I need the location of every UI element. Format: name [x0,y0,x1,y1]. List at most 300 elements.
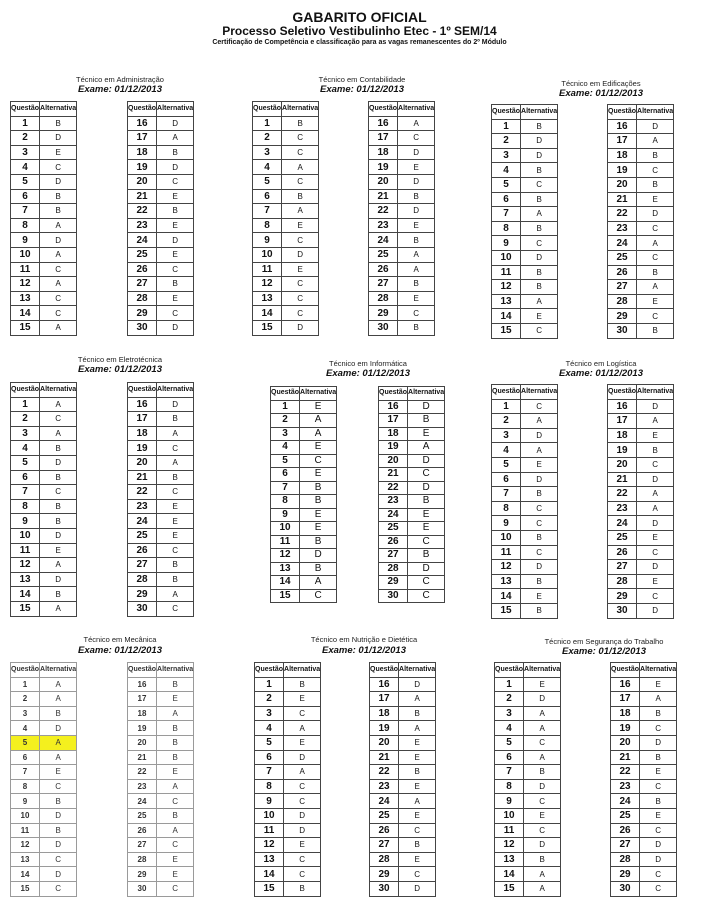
question-number: 1 [253,116,282,131]
question-number: 28 [608,574,637,589]
table-row [611,735,677,750]
answer-letter: E [157,499,194,514]
table-row [271,589,337,603]
answer-letter: B [637,323,674,338]
question-number: 28 [608,294,637,309]
question-number: 9 [495,794,524,809]
question-number: 23 [128,779,157,794]
answer-letter: B [408,549,445,563]
question-number: 6 [255,750,284,765]
question-number: 3 [495,706,524,721]
question-number: 28 [128,572,157,587]
course-name: Técnico em Mecânica [83,635,157,644]
table-row [128,601,194,616]
question-number: 19 [379,441,408,455]
table-row [492,207,558,222]
table-row [128,247,194,262]
answer-letter: A [157,426,194,441]
table-row [11,470,77,485]
table-row [608,589,674,604]
answer-letter: D [521,428,558,443]
answer-letter: B [157,145,194,160]
table-row [492,148,558,163]
course-name: Técnico em Nutrição e Dietética [310,635,418,644]
question-header: Questão [492,385,521,400]
answer-letter: B [40,587,77,602]
table-row [11,572,77,587]
answer-letter: C [524,823,561,838]
table-row [379,400,445,414]
question-number: 27 [370,838,399,853]
answer-table [127,662,194,897]
question-header: Questão [370,663,399,678]
table-row [369,320,435,335]
question-number: 7 [492,487,521,502]
answer-letter: A [398,247,435,262]
table-row [11,262,77,277]
question-number: 4 [271,441,300,455]
question-number: 17 [608,414,637,429]
table-row [11,601,77,616]
question-header: Questão [128,102,157,117]
question-number: 22 [608,207,637,222]
question-number: 12 [255,838,284,853]
question-number: 11 [271,535,300,549]
course-name: Técnico em Administração [76,75,164,84]
answer-letter: B [282,116,319,131]
answer-table [491,104,558,339]
answer-letter: A [521,443,558,458]
question-number: 3 [255,706,284,721]
page-title: GABARITO OFICIAL [292,9,427,25]
question-number: 26 [611,823,640,838]
answer-letter: D [521,560,558,575]
question-number: 18 [370,706,399,721]
question-number: 6 [253,189,282,204]
answer-letter: D [637,207,674,222]
question-number: 18 [608,428,637,443]
question-number: 29 [370,867,399,882]
table-row [379,441,445,455]
table-row [128,397,194,412]
question-number: 27 [608,280,637,295]
question-number: 1 [11,116,40,131]
question-number: 29 [608,309,637,324]
exam-date: Exame: 01/12/2013 [78,645,162,656]
table-header-row [369,102,435,117]
question-number: 30 [369,320,398,335]
question-number: 25 [379,522,408,536]
question-number: 1 [271,400,300,414]
answer-letter: C [640,721,677,736]
table-row [128,779,194,794]
answer-letter: B [300,481,337,495]
table-row [128,881,194,896]
answer-letter: D [40,455,77,470]
question-number: 30 [608,603,637,618]
answer-letter: A [40,320,77,335]
answer-table [270,386,337,603]
answer-letter: C [521,501,558,516]
question-number: 9 [271,508,300,522]
question-number: 8 [495,779,524,794]
answer-letter: C [40,852,77,867]
question-number: 16 [379,400,408,414]
table-row [128,587,194,602]
table-row [379,576,445,590]
answer-table [252,101,319,336]
table-header-row [495,663,561,678]
answer-letter: C [282,306,319,321]
table-row [369,204,435,219]
answer-letter: B [157,558,194,573]
question-number: 10 [492,250,521,265]
table-row [608,530,674,545]
question-number: 4 [492,443,521,458]
table-row [492,323,558,338]
answer-letter: B [40,116,77,131]
table-row [11,174,77,189]
question-header: Questão [369,102,398,117]
answer-letter: A [40,247,77,262]
question-number: 28 [369,291,398,306]
answer-letter: A [40,750,77,765]
question-number: 28 [370,852,399,867]
answer-letter: A [284,765,321,780]
answer-letter: D [521,134,558,149]
exam-date: Exame: 01/12/2013 [78,364,162,375]
question-number: 19 [608,443,637,458]
table-row [492,457,558,472]
table-row [379,535,445,549]
answer-header: Alternativa [521,105,558,120]
table-row [379,427,445,441]
question-number: 23 [608,501,637,516]
answer-letter: C [637,221,674,236]
table-row [492,221,558,236]
table-row [492,236,558,251]
answer-letter: D [40,867,77,882]
answer-letter: C [40,412,77,427]
table-row [253,189,319,204]
answer-letter: A [40,601,77,616]
question-number: 26 [608,265,637,280]
exam-date: Exame: 01/12/2013 [320,84,404,95]
table-row [492,560,558,575]
question-number: 12 [492,560,521,575]
answer-letter: A [399,692,436,707]
table-row [495,823,561,838]
table-row [492,530,558,545]
question-number: 12 [495,838,524,853]
table-row [128,852,194,867]
table-row [608,309,674,324]
answer-letter: E [521,589,558,604]
question-number: 6 [492,472,521,487]
question-number: 21 [128,750,157,765]
answer-letter: B [521,574,558,589]
table-row [271,495,337,509]
table-row [369,233,435,248]
question-number: 18 [611,706,640,721]
question-number: 21 [370,750,399,765]
answer-letter: C [284,794,321,809]
table-row [11,455,77,470]
answer-header: Alternativa [640,663,677,678]
table-row [128,572,194,587]
table-row [255,677,321,692]
question-number: 30 [128,601,157,616]
answer-letter: B [157,204,194,219]
question-number: 19 [611,721,640,736]
table-row [128,867,194,882]
answer-letter: C [157,262,194,277]
question-number: 20 [128,735,157,750]
table-row [11,852,77,867]
answer-letter: D [521,472,558,487]
answer-letter: C [157,441,194,456]
table-row [271,535,337,549]
answer-letter: C [284,779,321,794]
answer-letter: A [300,427,337,441]
question-number: 12 [11,838,40,853]
table-row [370,852,436,867]
table-row [370,692,436,707]
question-number: 5 [11,735,40,750]
table-row [11,838,77,853]
question-number: 8 [271,495,300,509]
table-row [492,163,558,178]
answer-letter: D [40,808,77,823]
table-row [608,192,674,207]
question-header: Questão [255,663,284,678]
question-number: 11 [11,543,40,558]
answer-letter: D [300,549,337,563]
answer-letter: E [40,543,77,558]
question-number: 13 [492,574,521,589]
answer-letter: D [398,174,435,189]
answer-letter: D [637,603,674,618]
question-header: Questão [128,663,157,678]
answer-letter: E [408,427,445,441]
table-row [11,706,77,721]
table-row [128,160,194,175]
table-header-row [492,385,558,400]
table-row [128,735,194,750]
answer-letter: D [640,852,677,867]
question-number: 28 [611,852,640,867]
table-row [379,522,445,536]
question-number: 20 [128,174,157,189]
question-number: 21 [369,189,398,204]
answer-letter: D [637,472,674,487]
table-row [495,808,561,823]
answer-letter: C [282,291,319,306]
question-number: 2 [253,131,282,146]
question-number: 18 [379,427,408,441]
question-number: 22 [128,765,157,780]
question-number: 7 [11,485,40,500]
answer-letter: E [157,692,194,707]
table-header-row [128,383,194,398]
question-number: 17 [128,692,157,707]
table-header-row [11,663,77,678]
table-row [128,277,194,292]
question-number: 4 [492,163,521,178]
answer-letter: B [300,495,337,509]
answer-letter: D [637,516,674,531]
table-row [11,320,77,335]
answer-table [369,662,436,897]
answer-letter: B [157,677,194,692]
answer-letter: E [300,508,337,522]
table-row [128,677,194,692]
answer-letter: E [637,428,674,443]
question-header: Questão [253,102,282,117]
answer-letter: A [157,455,194,470]
question-number: 12 [271,549,300,563]
answer-letter: E [157,218,194,233]
question-header: Questão [11,102,40,117]
table-row [255,750,321,765]
table-row [128,721,194,736]
question-number: 27 [608,560,637,575]
table-row [369,247,435,262]
table-header-row [271,387,337,401]
answer-letter: E [398,160,435,175]
answer-letter: E [399,779,436,794]
answer-letter: C [40,485,77,500]
table-row [11,204,77,219]
answer-letter: C [408,535,445,549]
table-row [128,543,194,558]
answer-letter: B [521,530,558,545]
answer-letter: B [521,221,558,236]
table-row [11,306,77,321]
table-row [128,116,194,131]
table-row [255,823,321,838]
table-row [128,131,194,146]
answer-letter: B [40,441,77,456]
course-name: Técnico em Eletrotécnica [77,355,163,364]
answer-letter: B [637,443,674,458]
table-row [495,706,561,721]
question-number: 13 [11,291,40,306]
answer-letter: D [40,131,77,146]
table-row [495,765,561,780]
answer-header: Alternativa [157,663,194,678]
table-row [611,808,677,823]
question-number: 7 [11,204,40,219]
question-number: 3 [11,145,40,160]
question-number: 16 [128,677,157,692]
question-number: 25 [608,250,637,265]
table-row [255,735,321,750]
answer-letter: A [40,397,77,412]
answer-letter: D [282,247,319,262]
question-number: 11 [492,265,521,280]
answer-letter: B [524,852,561,867]
table-row [608,323,674,338]
question-number: 28 [128,291,157,306]
question-number: 7 [253,204,282,219]
exam-date: Exame: 01/12/2013 [559,368,643,379]
question-number: 24 [128,794,157,809]
answer-letter: D [640,838,677,853]
question-number: 24 [611,794,640,809]
table-row [253,218,319,233]
answer-header: Alternativa [398,102,435,117]
answer-letter: A [521,207,558,222]
table-row [253,174,319,189]
table-row [253,160,319,175]
question-number: 11 [11,262,40,277]
table-row [495,692,561,707]
answer-letter: A [282,160,319,175]
answer-letter: E [300,522,337,536]
table-row [369,116,435,131]
table-row [11,116,77,131]
answer-letter: A [637,487,674,502]
question-number: 30 [128,320,157,335]
answer-letter: B [524,765,561,780]
answer-letter: A [40,277,77,292]
table-row [370,677,436,692]
question-number: 29 [128,867,157,882]
answer-letter: C [399,823,436,838]
table-row [608,119,674,134]
table-row [253,291,319,306]
answer-table [127,382,194,617]
table-row [492,119,558,134]
question-number: 14 [11,587,40,602]
table-row [128,485,194,500]
answer-header: Alternativa [40,663,77,678]
table-row [128,233,194,248]
answer-letter: A [157,706,194,721]
answer-letter: C [637,589,674,604]
table-row [611,692,677,707]
question-number: 21 [128,470,157,485]
question-number: 23 [608,221,637,236]
table-row [369,291,435,306]
answer-letter: E [40,765,77,780]
answer-table [494,662,561,897]
table-row [11,721,77,736]
question-number: 6 [11,189,40,204]
answer-table [254,662,321,897]
question-number: 22 [370,765,399,780]
table-row [608,177,674,192]
answer-header: Alternativa [282,102,319,117]
answer-letter: B [640,706,677,721]
question-number: 4 [11,721,40,736]
answer-letter: D [157,160,194,175]
answer-letter: B [157,572,194,587]
table-row [379,549,445,563]
question-header: Questão [11,383,40,398]
question-number: 12 [11,558,40,573]
table-row [128,426,194,441]
answer-header: Alternativa [524,663,561,678]
question-number: 21 [611,750,640,765]
table-row [370,765,436,780]
answer-letter: E [157,514,194,529]
answer-letter: D [399,881,436,896]
question-number: 23 [369,218,398,233]
table-row [492,589,558,604]
table-row [253,233,319,248]
